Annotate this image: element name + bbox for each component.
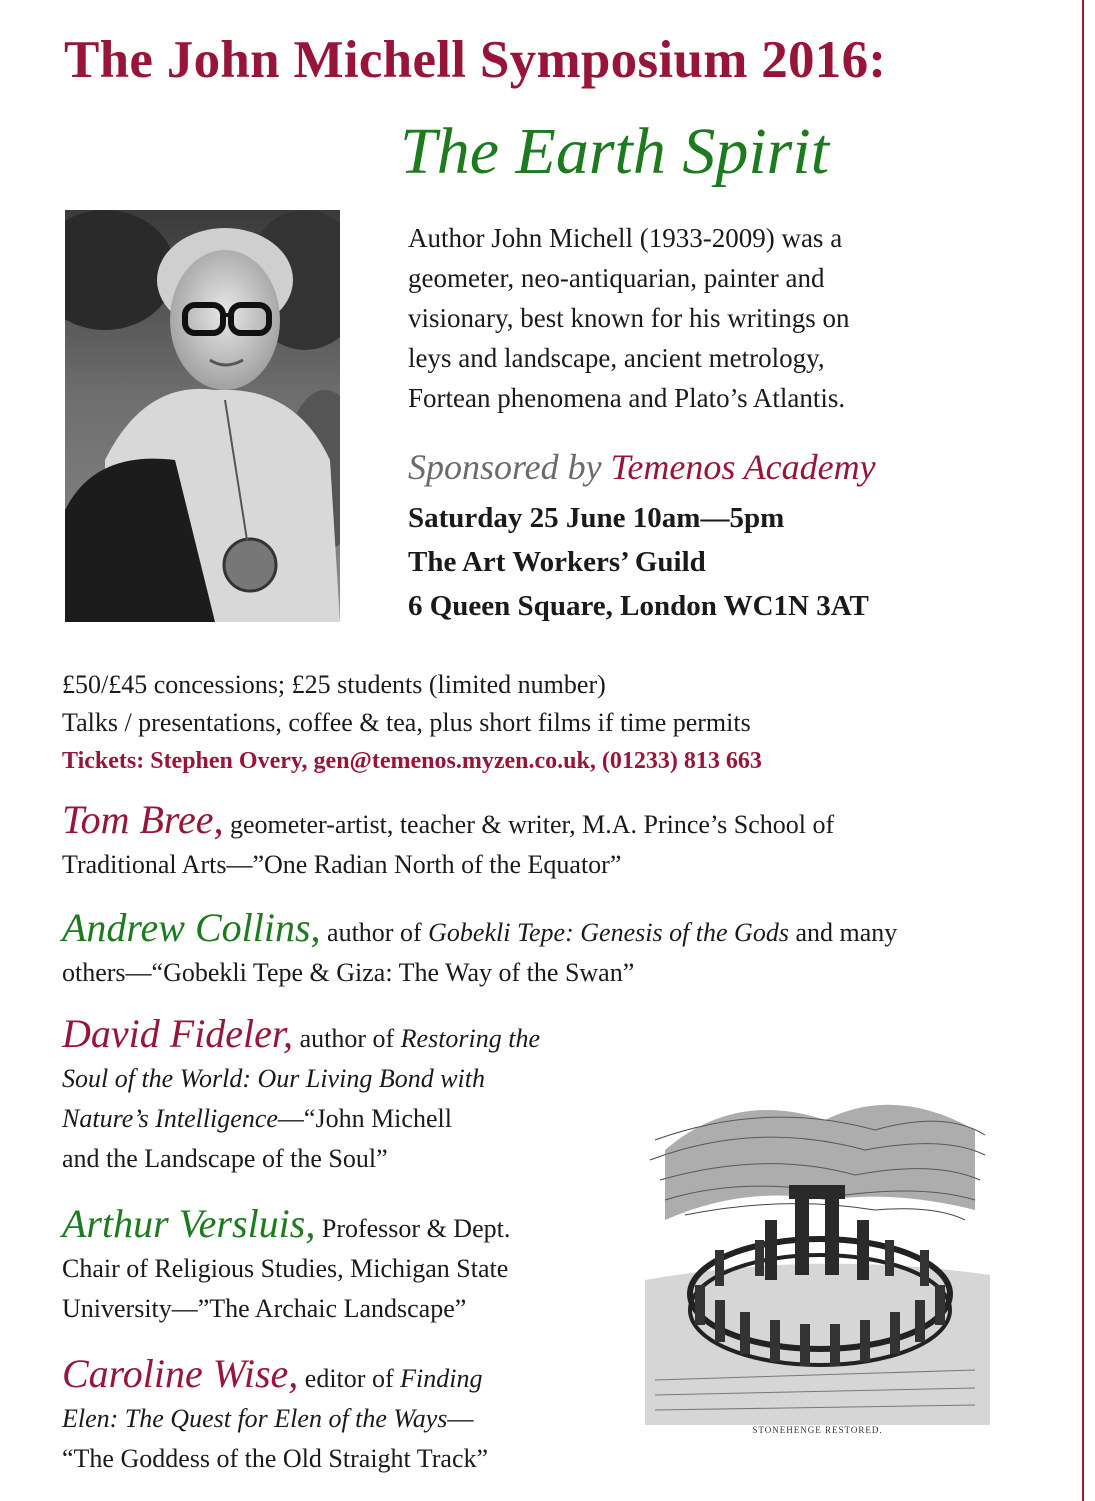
intro-line: Fortean phenomena and Plato’s Atlantis.: [408, 383, 846, 413]
event-date: Saturday 25 June 10am—5pm: [408, 502, 785, 534]
tickets-line: Tickets: Stephen Overy, gen@temenos.myzen.co.uk, (01233) 813 663: [62, 748, 762, 774]
intro-line: Author John Michell (1933-2009) was a: [408, 223, 843, 253]
speaker-bio: and the Landscape of the Soul”: [62, 1144, 388, 1173]
sponsor-name: Temenos Academy: [610, 447, 876, 487]
pricing-line: £50/£45 concessions; £25 students (limited number): [62, 670, 606, 699]
speaker-bio: —“John Michell: [277, 1104, 452, 1133]
book-title: Soul of the World: Our Living Bond with: [62, 1064, 485, 1093]
speaker-bio: geometer-artist, teacher & writer, M.A. Prince’s School of: [223, 810, 835, 839]
book-title: Nature’s Intelligence: [62, 1104, 278, 1133]
speaker-bio: author of: [320, 918, 429, 947]
speaker-bio: Chair of Religious Studies, Michigan State: [62, 1254, 509, 1283]
speaker-bio: author of: [293, 1024, 401, 1053]
event-address: 6 Queen Square, London WC1N 3AT: [408, 590, 869, 622]
sponsor-line: [408, 446, 876, 488]
speaker-david-fideler: [62, 1011, 642, 1179]
speaker-name: Arthur Versluis,: [62, 1201, 316, 1246]
speaker-name: David Fideler,: [62, 1011, 294, 1056]
right-border-rule: [1082, 0, 1084, 1501]
speaker-name: Tom Bree,: [62, 797, 224, 842]
intro-paragraph: [408, 218, 968, 418]
intro-line: visionary, best known for his writings on: [408, 303, 850, 333]
details-line: Talks / presentations, coffee & tea, plus short films if time permits: [62, 708, 751, 737]
book-title: Restoring the: [400, 1024, 541, 1053]
book-title: Finding: [400, 1364, 483, 1393]
speaker-bio: “The Goddess of the Old Straight Track”: [62, 1444, 489, 1473]
speaker-bio: Professor & Dept.: [315, 1214, 511, 1243]
page-title: The John Michell Symposium 2016:: [64, 31, 887, 89]
speaker-name: Andrew Collins,: [62, 905, 321, 950]
speaker-bio: editor of: [298, 1364, 401, 1393]
speaker-bio: University—”The Archaic Landscape”: [62, 1294, 467, 1323]
speaker-andrew-collins: [62, 905, 1052, 993]
intro-line: geometer, neo-antiquarian, painter and: [408, 263, 825, 293]
intro-line: leys and landscape, ancient metrology,: [408, 343, 825, 373]
speaker-bio: others—“Gobekli Tepe & Giza: The Way of the Swan”: [62, 958, 635, 987]
speaker-name: Caroline Wise,: [62, 1351, 299, 1396]
stonehenge-illustration: [645, 1080, 990, 1435]
illustration-caption: STONEHENGE RESTORED.: [752, 1425, 883, 1435]
page-subtitle: The Earth Spirit: [400, 115, 830, 188]
portrait-photo: [65, 210, 340, 622]
speaker-caroline-wise: [62, 1351, 642, 1479]
speaker-bio: and many: [788, 918, 898, 947]
speaker-arthur-versluis: [62, 1201, 642, 1329]
book-title: Elen: The Quest for Elen of the Ways: [62, 1404, 448, 1433]
speaker-bio: Traditional Arts—”One Radian North of the Equator”: [62, 850, 622, 879]
sponsor-prefix: Sponsored by: [408, 447, 611, 487]
book-title: Gobekli Tepe: Genesis of the Gods: [428, 918, 789, 947]
event-venue: The Art Workers’ Guild: [408, 546, 706, 578]
speaker-tom-bree: [62, 797, 1042, 885]
speaker-bio: —: [447, 1404, 474, 1433]
